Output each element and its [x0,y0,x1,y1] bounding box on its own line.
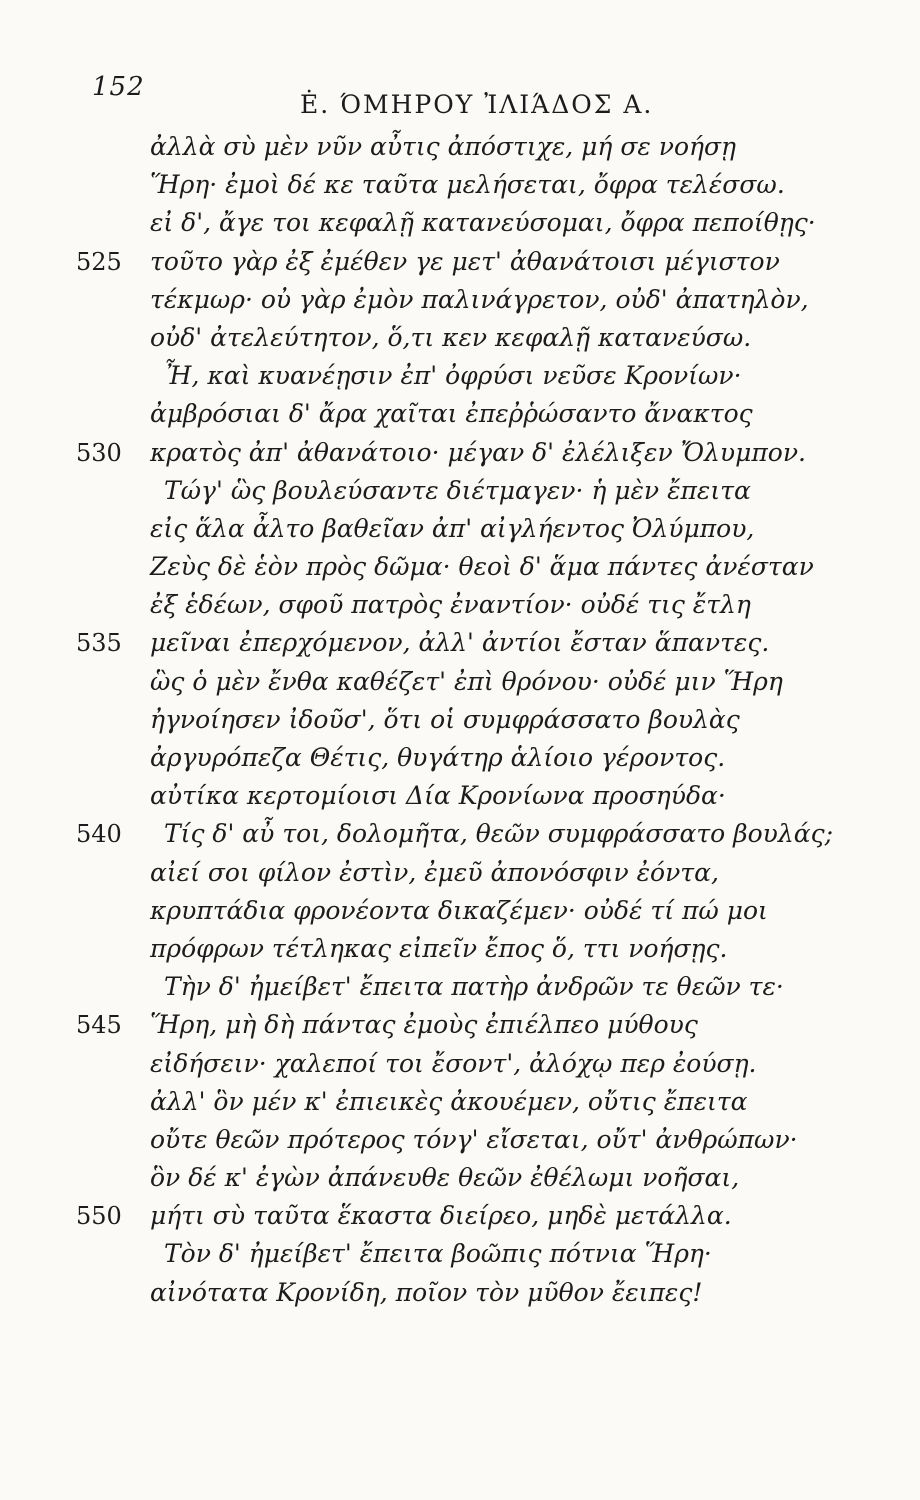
verse-line [0,548,920,586]
verse-text: Τὸν δ' ἠμείβετ' ἔπειτα βοῶπις πότνια Ἥρη· [164,1239,712,1269]
line-number: 545 [76,1011,122,1040]
verse-text: Τώγ' ὣς βουλεύσαντε διέτμαγεν· ἡ μὲν ἔπειτα [164,475,751,505]
verse-line [0,624,920,662]
verse-text: εἰδήσειν· χαλεποί τοι ἔσοντ', ἀλόχῳ περ ἐούσῃ. [150,1048,757,1078]
verse-line [0,892,920,930]
line-number: 540 [76,820,122,849]
verse-text: πρόφρων τέτληκας εἰπεῖν ἔπος ὅ, ττι νοήσῃς. [150,933,728,963]
verse-text: Τίς δ' αὖ τοι, δολομῆτα, θεῶν συμφράσσατο βουλάς; [164,819,834,849]
verse-text: ἐξ ἑδέων, σφοῦ πατρὸς ἐναντίον· οὐδέ τις ἔτλη [150,590,751,620]
line-number: 535 [76,629,122,658]
verse-line [0,1121,920,1159]
verse-line [0,204,920,242]
verse-line [0,166,920,204]
line-number: 550 [76,1202,122,1231]
verse-text: μεῖναι ἐπερχόμενον, ἀλλ' ἀντίοι ἔσταν ἅπαντες. [150,628,770,658]
line-number: 525 [76,247,122,276]
verse-line [0,434,920,472]
verse-line [0,395,920,433]
verse-line [0,1274,920,1312]
verse-text: αἰνότατα Κρονίδη, ποῖον τὸν μῦθον ἔειπες! [150,1277,703,1307]
line-number: 530 [76,438,122,467]
verse-text: αἰεί σοι φίλον ἐστὶν, ἐμεῦ ἀπονόσφιν ἐόντα, [150,857,719,887]
verse-text: τέκμωρ· οὐ γὰρ ἐμὸν παλινάγρετον, οὐδ' ἀπατηλὸν, [150,284,809,314]
verse-text: εἰς ἅλα ἆλτο βαθεῖαν ἀπ' αἰγλήεντος Ὀλύμπου, [150,513,755,543]
verse-text: ἀλλὰ σὺ μὲν νῦν αὖτις ἀπόστιχε, μή σε νοήσῃ [150,132,737,161]
verse-line [0,854,920,892]
verse-line [0,586,920,624]
verse-line [0,1006,920,1044]
verse-text: ἀμβρόσιαι δ' ἄρα χαῖται ἐπεῤῥώσαντο ἄνακτος [150,399,753,429]
verse-text: ἀργυρόπεζα Θέτις, θυγάτηρ ἁλίοιο γέροντος. [150,743,726,772]
verse-line [0,472,920,510]
verse-text: Ἥρη· ἐμοὶ δέ κε ταῦτα μελήσεται, ὄφρα τελέσσω. [150,170,785,200]
verse-line [0,1235,920,1273]
verse-text: ὃν δέ κ' ἐγὼν ἀπάνευθε θεῶν ἐθέλωμι νοῆσαι, [150,1163,740,1193]
verse-line [0,1159,920,1197]
verse-line [0,510,920,548]
verse-text: οὐδ' ἀτελεύτητον, ὅ,τι κεν κεφαλῇ κατανεύσω. [150,322,752,352]
verse-line [0,930,920,968]
verse-text: ἠγνοίησεν ἰδοῦσ', ὅτι οἱ συμφράσσατο βουλὰς [150,704,740,734]
verse-line [0,1083,920,1121]
verse-text: ὣς ὁ μὲν ἔνθα καθέζετ' ἐπὶ θρόνου· οὐδέ μιν Ἥρη [150,666,783,696]
page-number: 152 [92,72,145,102]
verse-text: Τὴν δ' ἠμείβετ' ἔπειτα πατὴρ ἀνδρῶν τε θεῶν τε· [164,972,784,1002]
verse-text: Ἥρη, μὴ δὴ πάντας ἐμοὺς ἐπιέλπεο μύθους [150,1010,698,1040]
verse-lines [0,128,920,1312]
verse-text: εἰ δ', ἄγε τοι κεφαλῇ κατανεύσομαι, ὄφρα πεποίθῃς· [150,208,816,238]
verse-text: Ζεὺς δὲ ἑὸν πρὸς δῶμα· θεοὶ δ' ἅμα πάντες ἀνέσταν [150,552,814,582]
verse-text: τοῦτο γὰρ ἐξ ἐμέθεν γε μετ' ἀθανάτοισι μέγιστον [150,246,780,276]
verse-text: οὔτε θεῶν πρότερος τόνγ' εἴσεται, οὔτ' ἀνθρώπων· [150,1124,798,1154]
verse-line [0,815,920,853]
verse-line [0,243,920,281]
verse-line [0,739,920,777]
verse-text: κρυπτάδια φρονέοντα δικαζέμεν· οὐδέ τί πώ μοι [150,895,768,925]
verse-line [0,281,920,319]
verse-line [0,357,920,395]
running-title: Ė. ΌΜΗΡΟΥ ἸΛΙΆΔΟΣ Α. [300,90,654,119]
verse-line [0,1197,920,1235]
verse-line [0,128,920,166]
verse-line [0,701,920,739]
verse-line [0,319,920,357]
verse-text: ἀλλ' ὃν μέν κ' ἐπιεικὲς ἀκουέμεν, οὔτις ἔπειτα [150,1086,748,1116]
verse-text: κρατὸς ἀπ' ἀθανάτοιο· μέγαν δ' ἐλέλιξεν Ὄλυμπον. [150,437,806,467]
verse-line [0,777,920,815]
verse-text: αὐτίκα κερτομίοισι Δία Κρονίωνα προσηύδα· [150,781,726,811]
verse-line [0,1045,920,1083]
verse-text: μήτι σὺ ταῦτα ἕκαστα διείρεο, μηδὲ μετάλλα. [150,1201,732,1231]
verse-line [0,663,920,701]
verse-line [0,968,920,1006]
verse-text: Ἦ, καὶ κυανέῃσιν ἐπ' ὀφρύσι νεῦσε Κρονίων· [164,361,742,391]
